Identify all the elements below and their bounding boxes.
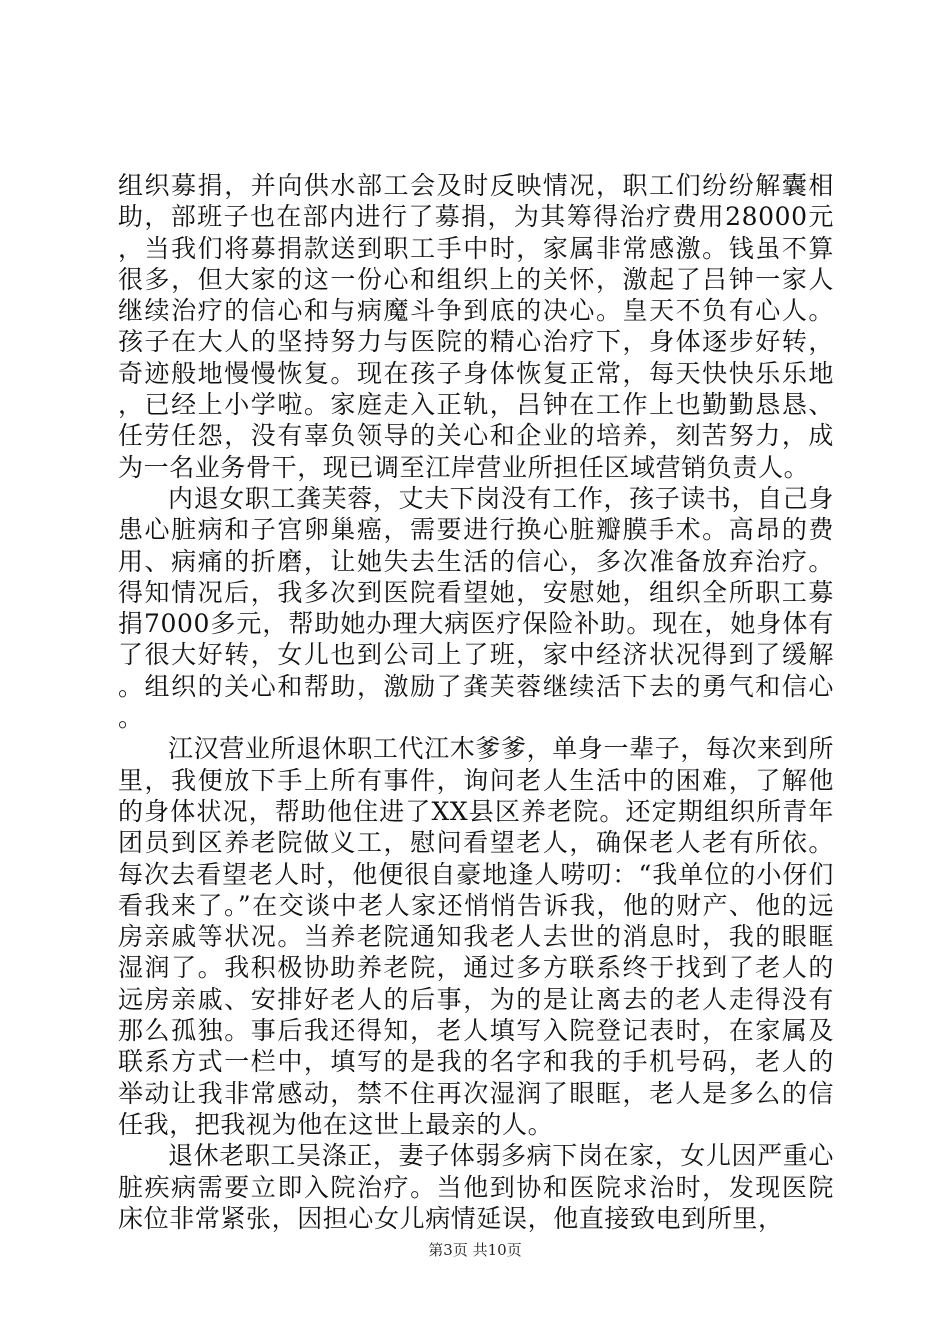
paragraph-4: 退休老职工吴涤正，妻子体弱多病下岗在家，女儿因严重心脏疾病需要立即入院治疗。当他到协和医院求治时，发现医院床位非常紧张，因担心女儿病情延误，他直接致电到所里， [118, 1141, 834, 1233]
paragraph-2: 内退女职工龚芙蓉，丈夫下岗没有工作，孩子读书，自己身患心脏病和子宫卵巢癌，需要进行换心脏瓣膜手术。高昂的费用、病痛的折磨，让她失去生活的信心，多次准备放弃治疗。得知情况后，我多次到医院看望她，安慰她，组织全所职工募捐7000多元，帮助她办理大病医疗保险补助。现在，她身体有了很大好转，女儿也到公司上了班，家中经济状况得到了缓解。组织的关心和帮助，激励了龚芙蓉继续活下去的勇气和信心。 [118, 483, 834, 733]
paragraph-1: 组织募捐，并向供水部工会及时反映情况，职工们纷纷解囊相助，部班子也在部内进行了募捐，为其筹得治疗费用28000元，当我们将募捐款送到职工手中时，家属非常感激。钱虽不算很多，但大家的这一份心和组织上的关怀，激起了吕钟一家人继续治疗的信心和与病魔斗争到底的决心。皇天不负有心人。孩子在大人的坚持努力与医院的精心治疗下，身体逐步好转，奇迹般地慢慢恢复。现在孩子身体恢复正常，每天快快乐乐地，已经上小学啦。家庭走入正轨，吕钟在工作上也勤勤恳恳、任劳任怨，没有辜负领导的关心和企业的培养，刻苦努力，成为一名业务骨干，现已调至江岸营业所担任区域营销负责人。 [118, 171, 834, 482]
paragraph-3: 江汉营业所退休职工代江木爹爹，单身一辈子，每次来到所里，我便放下手上所有事件，询问老人生活中的困难，了解他的身体状况，帮助他住进了XX县区养老院。还定期组织所青年团员到区养老院做义工，慰问看望老人，确保老人老有所依。每次去看望老人时，他便很自豪地逢人唠叨：“我单位的小伢们看我来了。”在交谈中老人家还悄悄告诉我，他的财产、他的远房亲戚等状况。当养老院通知我老人去世的消息时，我的眼眶湿润了。我积极协助养老院，通过多方联系终于找到了老人的远房亲戚、安排好老人的后事，为的是让离去的老人走得没有那么孤独。事后我还得知，老人填写入院登记表时，在家属及联系方式一栏中，填写的是我的名字和我的手机号码，老人的举动让我非常感动，禁不住再次湿润了眼眶，老人是多么的信任我，把我视为他在这世上最亲的人。 [118, 734, 834, 1139]
document-body [118, 170, 834, 1234]
page-number-footer: 第3页 共10页 [428, 1241, 522, 1259]
